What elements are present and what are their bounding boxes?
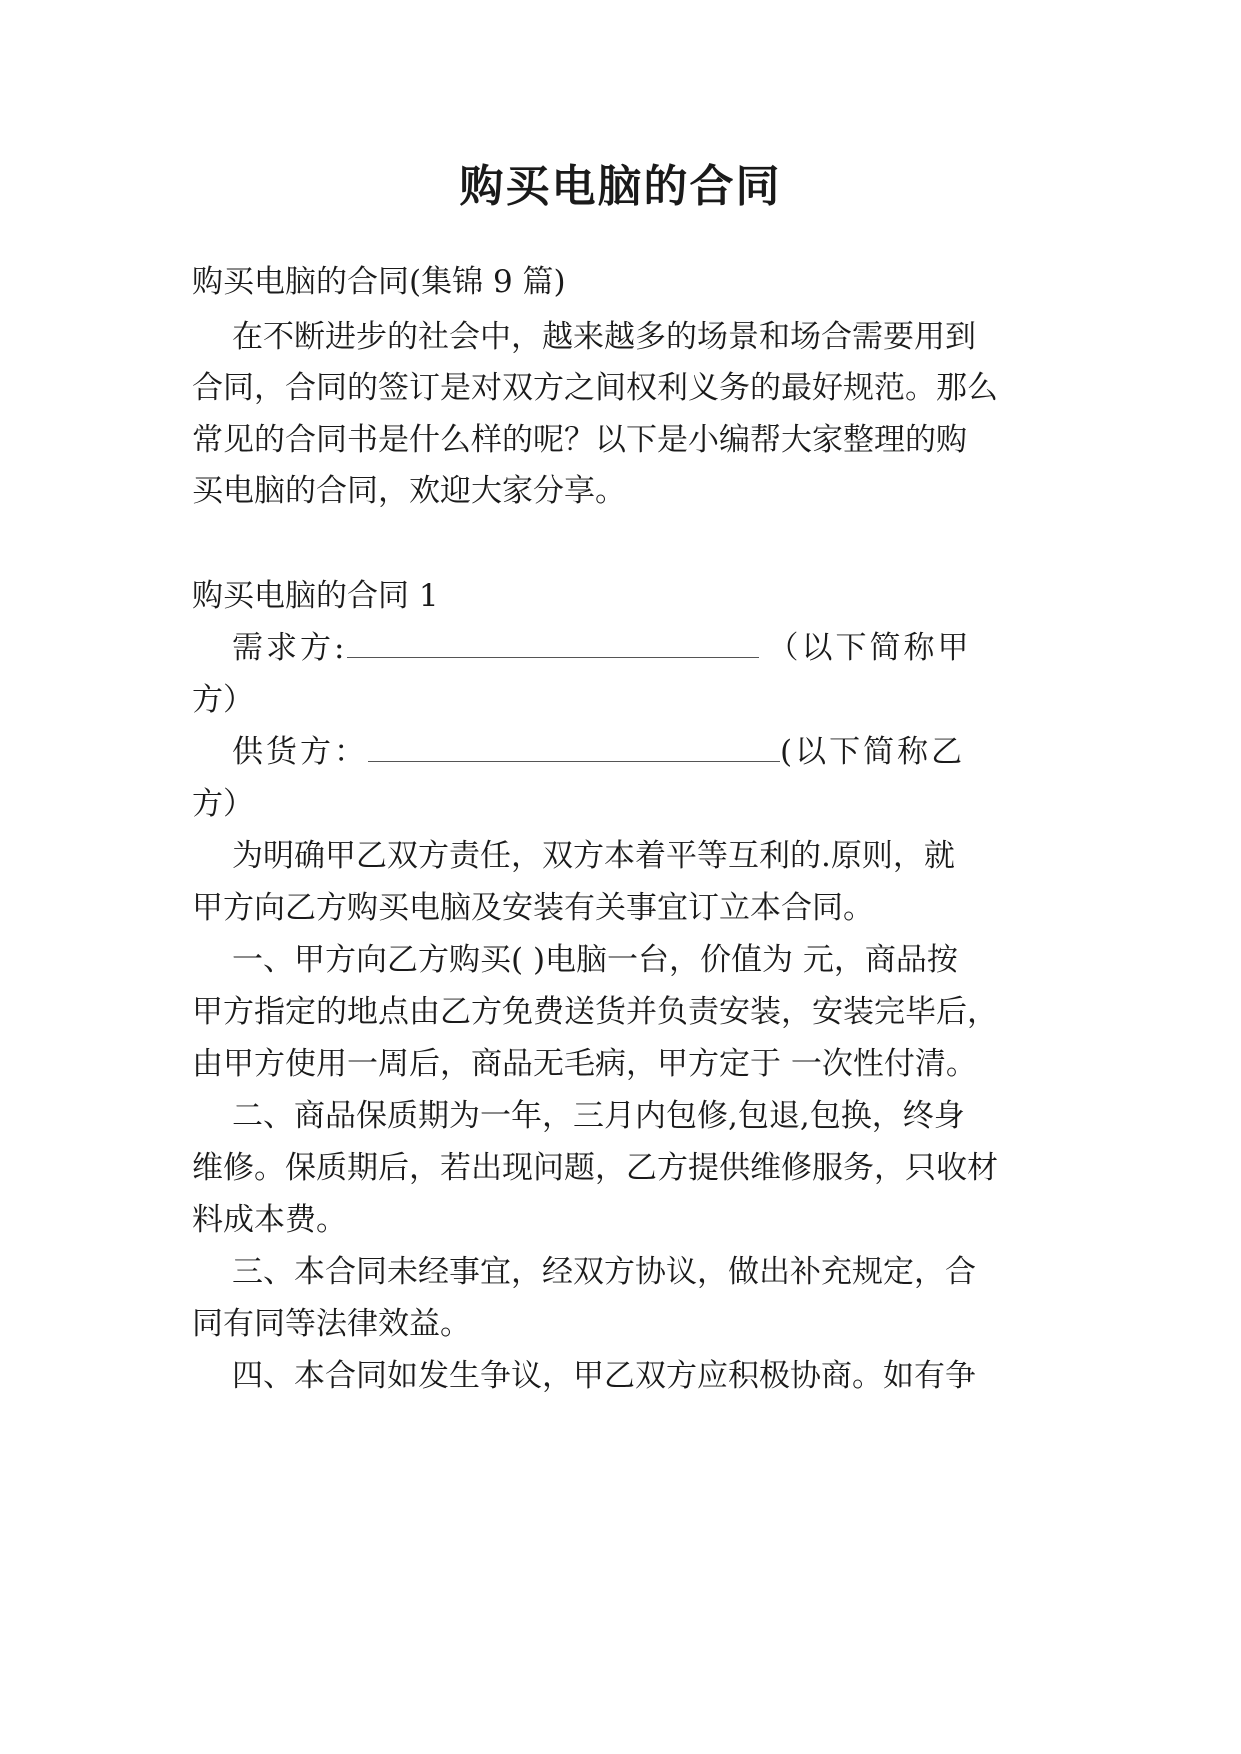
page-title: 购买电脑的合同 [459, 161, 782, 212]
body-line-11: 四、本合同如发生争议，甲乙双方应积极协商。如有争 [232, 1358, 976, 1394]
body-line-1: 为明确甲乙双方责任，双方本着平等互利的.原则，就 [232, 838, 955, 874]
body-line-5: 由甲方使用一周后，商品无毛病，甲方定于 一次性付清。 [192, 1046, 977, 1082]
body-line-9: 三、本合同未经事宜，经双方协议，做出补充规定，合 [232, 1254, 976, 1290]
body-line-8: 料成本费。 [192, 1202, 347, 1238]
body-line-10: 同有同等法律效益。 [192, 1306, 471, 1342]
party-b-wrap: 方） [192, 786, 254, 822]
body-line-6: 二、商品保质期为一年，三月内包修,包退,包换，终身 [232, 1098, 965, 1134]
body-line-4: 甲方指定的地点由乙方免费送货并负责安装，安装完毕后， [192, 994, 998, 1030]
party-b-label: 供货方： [232, 734, 368, 770]
body-line-7: 维修。保质期后，若出现问题，乙方提供维修服务，只收材 [192, 1150, 998, 1186]
document-subtitle: 购买电脑的合同(集锦 9 篇) [192, 264, 566, 300]
party-b-blank [368, 733, 780, 762]
party-a-suffix: （以下简称甲 [767, 630, 972, 666]
party-b-suffix: (以下简称乙 [780, 734, 966, 770]
body-line-2: 甲方向乙方购买电脑及安装有关事宜订立本合同。 [192, 890, 874, 926]
intro-line-3: 常见的合同书是什么样的呢？以下是小编帮大家整理的购 [192, 422, 967, 458]
party-a-line [232, 628, 972, 668]
party-a-wrap: 方） [192, 682, 254, 718]
body-line-3: 一、甲方向乙方购买( )电脑一台，价值为 元，商品按 [232, 942, 958, 978]
party-a-blank [347, 629, 759, 658]
intro-line-2: 合同，合同的签订是对双方之间权利义务的最好规范。那么 [192, 370, 998, 406]
party-b-line [232, 732, 966, 772]
section-heading: 购买电脑的合同 1 [192, 578, 439, 614]
party-a-label: 需求方: [232, 630, 348, 666]
intro-line-1: 在不断进步的社会中，越来越多的场景和场合需要用到 [232, 319, 976, 355]
intro-line-4: 买电脑的合同，欢迎大家分享。 [192, 473, 626, 509]
